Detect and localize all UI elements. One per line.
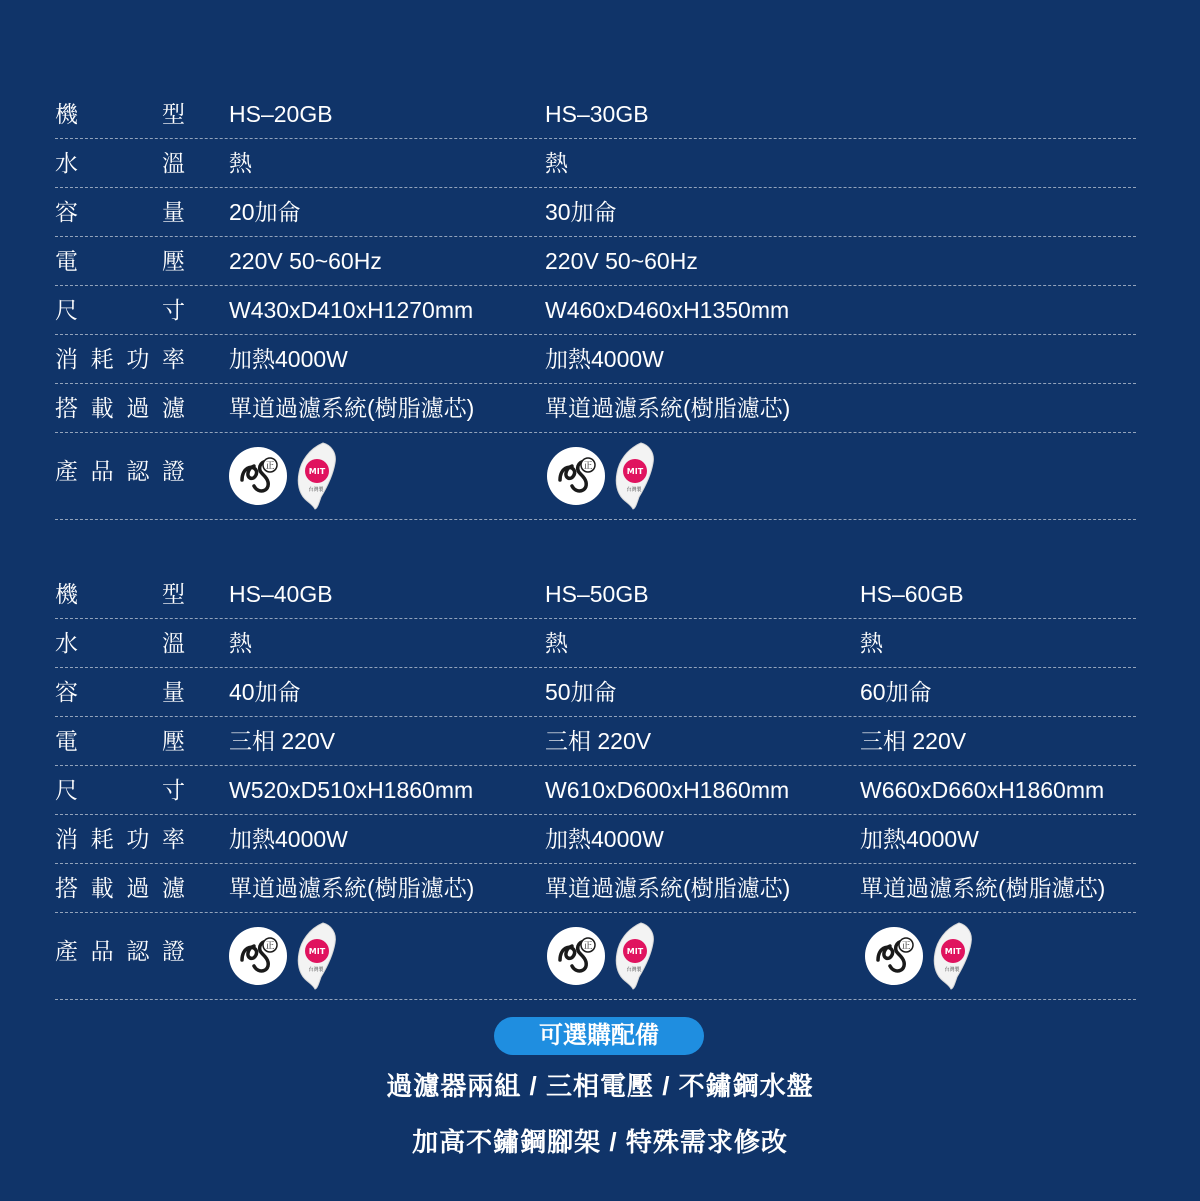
power-cell: 加熱4000W <box>545 346 664 372</box>
row-certification <box>55 913 1136 1000</box>
svg-text:正: 正 <box>901 941 911 952</box>
cns-mark-icon <box>547 927 605 985</box>
cns-mark-icon <box>547 447 605 505</box>
svg-text:台灣製: 台灣製 <box>626 487 642 493</box>
label-size: 尺 寸 <box>55 297 185 323</box>
model-cell: HS–50GB <box>545 581 649 607</box>
cns-mark-icon <box>229 927 287 985</box>
model-cell: HS–60GB <box>860 581 964 607</box>
label-water-temp: 水 溫 <box>55 630 185 656</box>
row-voltage <box>55 717 1136 766</box>
svg-text:正: 正 <box>265 941 275 952</box>
svg-text:台灣製: 台灣製 <box>626 967 642 973</box>
voltage-cell: 220V 50~60Hz <box>545 248 698 274</box>
row-size <box>55 286 1136 335</box>
label-size: 尺 寸 <box>55 777 185 803</box>
capacity-cell: 50加侖 <box>545 679 617 705</box>
svg-text:MIT: MIT <box>308 947 326 956</box>
size-cell: W430xD410xH1270mm <box>229 297 474 323</box>
row-voltage <box>55 237 1136 286</box>
power-cell: 加熱4000W <box>229 346 348 372</box>
capacity-cell: 30加侖 <box>545 199 617 225</box>
svg-text:MIT: MIT <box>308 467 326 476</box>
size-cell: W520xD510xH1860mm <box>229 777 474 803</box>
water-temp-cell: 熱 <box>860 630 883 656</box>
svg-text:MIT: MIT <box>626 947 644 956</box>
power-cell: 加熱4000W <box>860 826 979 852</box>
certification-badges <box>865 917 975 995</box>
model-cell: HS–30GB <box>545 101 649 127</box>
label-capacity: 容 量 <box>55 679 185 705</box>
svg-text:MIT: MIT <box>944 947 962 956</box>
size-cell: W460xD460xH1350mm <box>545 297 790 323</box>
certification-badges <box>547 437 657 515</box>
optional-accessories-line-1: 過濾器兩組 / 三相電壓 / 不鏽鋼水盤 <box>386 1071 814 1101</box>
row-power <box>55 815 1136 864</box>
row-power <box>55 335 1136 384</box>
cns-mark-icon <box>229 447 287 505</box>
water-temp-cell: 熱 <box>545 630 568 656</box>
label-power: 消 耗 功 率 <box>55 346 185 372</box>
size-cell: W660xD660xH1860mm <box>860 777 1105 803</box>
label-water-temp: 水 溫 <box>55 150 185 176</box>
row-model <box>55 570 1136 619</box>
voltage-cell: 三相 220V <box>545 728 652 754</box>
size-cell: W610xD600xH1860mm <box>545 777 790 803</box>
cns-mark-icon <box>865 927 923 985</box>
voltage-cell: 220V 50~60Hz <box>229 248 382 274</box>
voltage-cell: 三相 220V <box>229 728 336 754</box>
row-certification <box>55 433 1136 520</box>
mit-taiwan-icon <box>611 441 657 511</box>
label-filter: 搭 載 過 濾 <box>55 395 185 421</box>
row-model <box>55 90 1136 139</box>
label-filter: 搭 載 過 濾 <box>55 875 185 901</box>
voltage-cell: 三相 220V <box>860 728 967 754</box>
svg-text:台灣製: 台灣製 <box>308 487 324 493</box>
model-cell: HS–40GB <box>229 581 333 607</box>
label-certification: 產 品 認 證 <box>55 938 185 964</box>
row-size <box>55 766 1136 815</box>
svg-text:台灣製: 台灣製 <box>944 967 960 973</box>
power-cell: 加熱4000W <box>545 826 664 852</box>
capacity-cell: 60加侖 <box>860 679 932 705</box>
optional-accessories-line-2: 加高不鏽鋼腳架 / 特殊需求修改 <box>412 1127 788 1157</box>
row-filter <box>55 864 1136 913</box>
mit-taiwan-icon <box>293 441 339 511</box>
optional-accessories-badge: 可選購配備 <box>494 1017 704 1055</box>
filter-cell: 單道過濾系統(樹脂濾芯) <box>545 395 791 421</box>
row-capacity <box>55 188 1136 237</box>
water-temp-cell: 熱 <box>545 150 568 176</box>
capacity-cell: 40加侖 <box>229 679 301 705</box>
spec-table-1 <box>55 90 1136 520</box>
mit-taiwan-icon <box>929 921 975 991</box>
power-cell: 加熱4000W <box>229 826 348 852</box>
model-cell: HS–20GB <box>229 101 333 127</box>
filter-cell: 單道過濾系統(樹脂濾芯) <box>545 875 791 901</box>
label-power: 消 耗 功 率 <box>55 826 185 852</box>
capacity-cell: 20加侖 <box>229 199 301 225</box>
certification-badges <box>547 917 657 995</box>
certification-badges <box>229 917 339 995</box>
filter-cell: 單道過濾系統(樹脂濾芯) <box>229 395 475 421</box>
mit-taiwan-icon <box>611 921 657 991</box>
svg-text:正: 正 <box>583 941 593 952</box>
certification-badges <box>229 437 339 515</box>
water-temp-cell: 熱 <box>229 630 252 656</box>
filter-cell: 單道過濾系統(樹脂濾芯) <box>229 875 475 901</box>
spec-table-2 <box>55 570 1136 1000</box>
row-water-temp <box>55 619 1136 668</box>
label-model: 機 型 <box>55 581 185 607</box>
svg-text:MIT: MIT <box>626 467 644 476</box>
filter-cell: 單道過濾系統(樹脂濾芯) <box>860 875 1106 901</box>
row-filter <box>55 384 1136 433</box>
svg-text:正: 正 <box>583 461 593 472</box>
mit-taiwan-icon <box>293 921 339 991</box>
row-water-temp <box>55 139 1136 188</box>
row-capacity <box>55 668 1136 717</box>
label-voltage: 電 壓 <box>55 728 185 754</box>
svg-text:正: 正 <box>265 461 275 472</box>
label-voltage: 電 壓 <box>55 248 185 274</box>
svg-text:台灣製: 台灣製 <box>308 967 324 973</box>
label-capacity: 容 量 <box>55 199 185 225</box>
water-temp-cell: 熱 <box>229 150 252 176</box>
label-model: 機 型 <box>55 101 185 127</box>
label-certification: 產 品 認 證 <box>55 458 185 484</box>
